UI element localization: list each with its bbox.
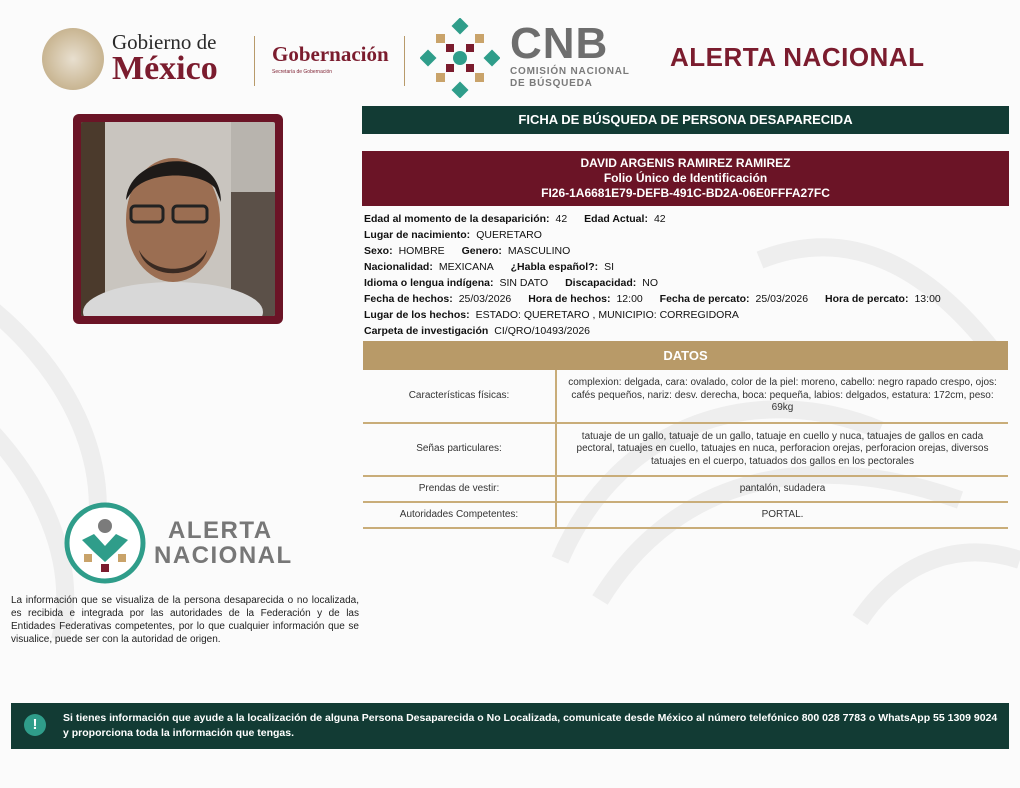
info-value: SI [604, 261, 615, 273]
info-label: Genero: [461, 245, 502, 257]
folio-label: Folio Único de Identificación [603, 171, 768, 185]
info-label: Carpeta de investigación [364, 325, 489, 337]
person-name: DAVID ARGENIS RAMIREZ RAMIREZ [580, 156, 791, 170]
info-value: NO [642, 277, 659, 289]
info-row [364, 323, 1009, 339]
folio-value: FI26-1A6681E79-DEFB-491C-BD2A-06E0FFFA27FC [541, 186, 830, 200]
info-row [364, 243, 1009, 259]
info-label: ¿Habla español?: [510, 261, 599, 273]
info-label: Lugar de nacimiento: [364, 229, 471, 241]
gob-line1: Gobierno de [112, 30, 217, 54]
info-label: Fecha de hechos: [364, 293, 453, 305]
datos-value: PORTAL. [556, 502, 1008, 528]
alerta-nacional-logo-text [154, 518, 293, 568]
datos-label: Autoridades Competentes: [363, 502, 556, 528]
datos-label: Señas particulares: [363, 423, 556, 476]
datos-value: pantalón, sudadera [556, 476, 1008, 502]
info-label: Nacionalidad: [364, 261, 433, 273]
cnb-logo-text [510, 19, 630, 90]
person-info [364, 211, 1009, 339]
datos-value: tatuaje de un gallo, tatuaje de un gallo, tatuaje en cuello y nuca, tatuajes de gallos en cada pectoral, tatuajes en cuello, tatuajes en nuca, perforacion orejas, perforacion orejas, diversos tatuajes en el cuerpo, tatuados dos gallos en los pectorales [556, 423, 1008, 476]
gob-line2: México [112, 50, 218, 87]
info-value: QUERETARO [476, 229, 542, 241]
info-value: 42 [653, 213, 666, 225]
exclamation-icon: ! [24, 714, 46, 736]
gobierno-de-mexico-logo [112, 32, 218, 86]
footer-text: Si tienes información que ayude a la localización de alguna Persona Desaparecida o No Localizada, comunicate desde México al número telefónico 800 028 7783 o WhatsApp 55 1309 9024 y proporciona toda la información que tengas. [63, 712, 998, 739]
info-label: Idioma o lengua indígena: [364, 277, 494, 289]
header-divider [254, 36, 255, 86]
info-label: Fecha de percato: [659, 293, 750, 305]
info-label: Discapacidad: [565, 277, 637, 289]
info-label: Edad al momento de la desaparición: [364, 213, 550, 225]
header-divider [404, 36, 405, 86]
info-value: 25/03/2026 [755, 293, 809, 305]
table-row [363, 502, 1008, 528]
mexico-seal-icon [42, 28, 104, 90]
gobernacion-subtitle: Secretaría de Gobernación [272, 69, 333, 75]
person-header [362, 151, 1009, 206]
table-row [363, 476, 1008, 502]
alerta-logo-line2: NACIONAL [154, 542, 293, 569]
info-label: Sexo: [364, 245, 393, 257]
gobernacion-title: Gobernación [272, 42, 389, 66]
info-row [364, 291, 1009, 307]
info-value: MEXICANA [438, 261, 494, 273]
gobernacion-logo [272, 42, 389, 75]
cnb-acronym: CNB [510, 19, 609, 68]
info-value: ESTADO: QUERETARO , MUNICIPIO: CORREGIDORA [475, 309, 739, 321]
info-row [364, 259, 1009, 275]
disclaimer-text: La información que se visualiza de la persona desaparecida o no localizada, es recibida e integrada por las autoridades de la Federación y de las Entidades Federativas competentes, por lo que cualquier información que se visualice, puede ser con la autoridad de origen. [11, 595, 359, 645]
datos-value: complexion: delgada, cara: ovalado, color de la piel: moreno, cabello: negro rapado crespo, ojos: cafés pequeños, nariz: desv. derecha, boca: pequeña, labios: delgados, estatura: 172cm, peso: 69kg [556, 370, 1008, 423]
info-label: Edad Actual: [584, 213, 648, 225]
person-photo [81, 122, 275, 316]
cnb-emblem-icon [420, 18, 500, 98]
alerta-nacional-emblem-icon [64, 502, 146, 584]
info-value: 13:00 [914, 293, 941, 305]
datos-table [363, 370, 1008, 529]
table-row [363, 423, 1008, 476]
info-row [364, 275, 1009, 291]
footer-contact-bar [11, 703, 1009, 749]
datos-label: Características físicas: [363, 370, 556, 423]
info-label: Hora de hechos: [528, 293, 611, 305]
info-row [364, 307, 1009, 323]
info-label: Hora de percato: [825, 293, 909, 305]
info-value: 25/03/2026 [458, 293, 512, 305]
cnb-name-line2: DE BÚSQUEDA [510, 78, 593, 89]
info-value: MASCULINO [507, 245, 571, 257]
cnb-name-line1: COMISIÓN NACIONAL [510, 66, 630, 77]
info-value: HOMBRE [398, 245, 445, 257]
ficha-title: FICHA DE BÚSQUEDA DE PERSONA DESAPARECIDA [362, 106, 1009, 134]
info-value: SIN DATO [499, 277, 549, 289]
info-row [364, 227, 1009, 243]
info-value: CI/QRO/10493/2026 [494, 325, 591, 337]
info-value: 12:00 [616, 293, 643, 305]
alerta-logo-line1: ALERTA [168, 517, 273, 544]
datos-label: Prendas de vestir: [363, 476, 556, 502]
info-value: 42 [555, 213, 568, 225]
info-label: Lugar de los hechos: [364, 309, 470, 321]
datos-header: DATOS [363, 341, 1008, 370]
table-row [363, 370, 1008, 423]
info-row [364, 211, 1009, 227]
alert-title: ALERTA NACIONAL [670, 42, 925, 72]
